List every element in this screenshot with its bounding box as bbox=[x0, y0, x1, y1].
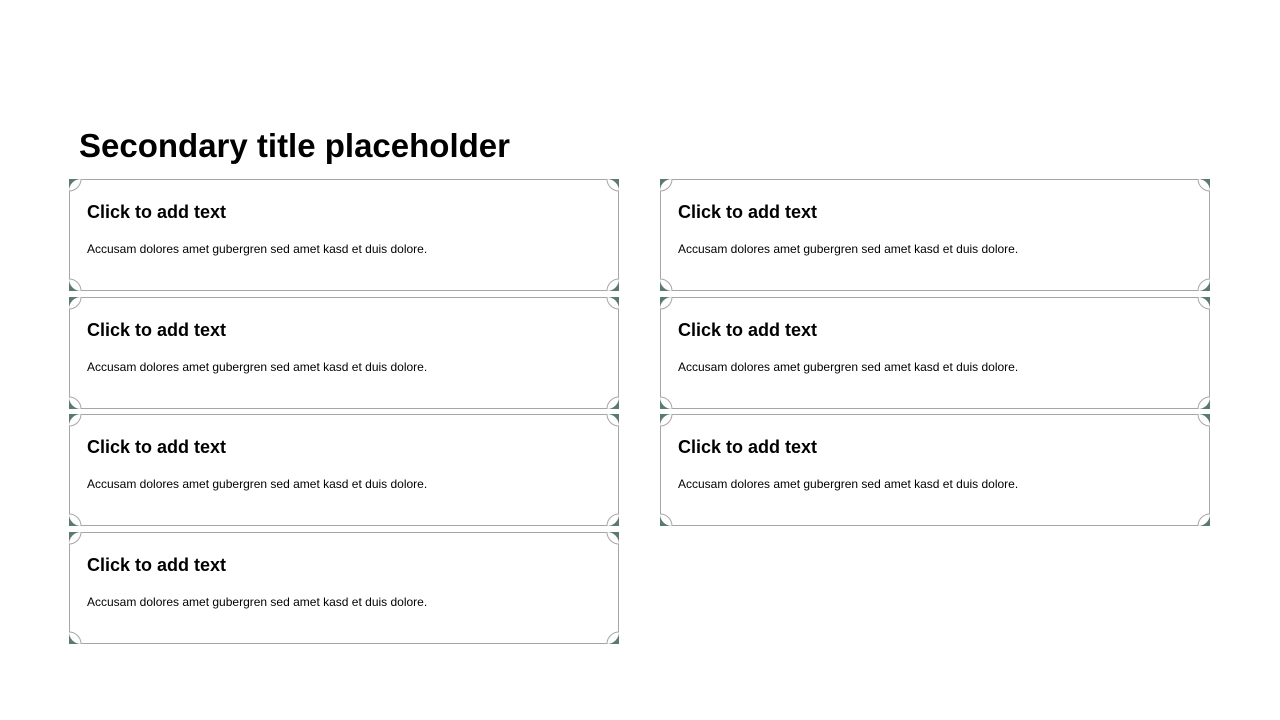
card-body-text[interactable]: Accusam dolores amet gubergren sed amet kasd et duis dolore. bbox=[87, 360, 428, 374]
card-frame bbox=[660, 297, 1210, 409]
card-outline bbox=[70, 180, 619, 291]
card-heading[interactable]: Click to add text bbox=[87, 555, 227, 575]
card-outline bbox=[70, 415, 619, 526]
card-outline bbox=[70, 298, 619, 409]
card-body-text[interactable]: Accusam dolores amet gubergren sed amet kasd et duis dolore. bbox=[87, 595, 428, 609]
text-card[interactable] bbox=[69, 414, 619, 526]
card-outline bbox=[661, 298, 1210, 409]
card-heading[interactable]: Click to add text bbox=[678, 320, 818, 340]
card-outline bbox=[70, 533, 619, 644]
card-heading[interactable]: Click to add text bbox=[87, 202, 227, 222]
text-card[interactable] bbox=[660, 414, 1210, 526]
card-heading[interactable]: Click to add text bbox=[678, 202, 818, 222]
card-heading[interactable]: Click to add text bbox=[87, 437, 227, 457]
card-frame bbox=[660, 179, 1210, 291]
card-frame bbox=[660, 414, 1210, 526]
text-card[interactable] bbox=[660, 297, 1210, 409]
card-frame bbox=[69, 179, 619, 291]
text-card[interactable] bbox=[69, 179, 619, 291]
card-frame bbox=[69, 532, 619, 644]
card-frame bbox=[69, 297, 619, 409]
card-frame bbox=[69, 414, 619, 526]
card-body-text[interactable]: Accusam dolores amet gubergren sed amet kasd et duis dolore. bbox=[678, 242, 1019, 256]
card-body-text[interactable]: Accusam dolores amet gubergren sed amet kasd et duis dolore. bbox=[87, 477, 428, 491]
text-card[interactable] bbox=[660, 179, 1210, 291]
card-body-text[interactable]: Accusam dolores amet gubergren sed amet kasd et duis dolore. bbox=[678, 360, 1019, 374]
card-body-text[interactable]: Accusam dolores amet gubergren sed amet kasd et duis dolore. bbox=[87, 242, 428, 256]
slide-title[interactable]: Secondary title placeholder bbox=[79, 127, 510, 164]
text-card[interactable] bbox=[69, 532, 619, 644]
card-heading[interactable]: Click to add text bbox=[87, 320, 227, 340]
card-outline bbox=[661, 415, 1210, 526]
card-body-text[interactable]: Accusam dolores amet gubergren sed amet kasd et duis dolore. bbox=[678, 477, 1019, 491]
card-outline bbox=[661, 180, 1210, 291]
text-card[interactable] bbox=[69, 297, 619, 409]
card-heading[interactable]: Click to add text bbox=[678, 437, 818, 457]
